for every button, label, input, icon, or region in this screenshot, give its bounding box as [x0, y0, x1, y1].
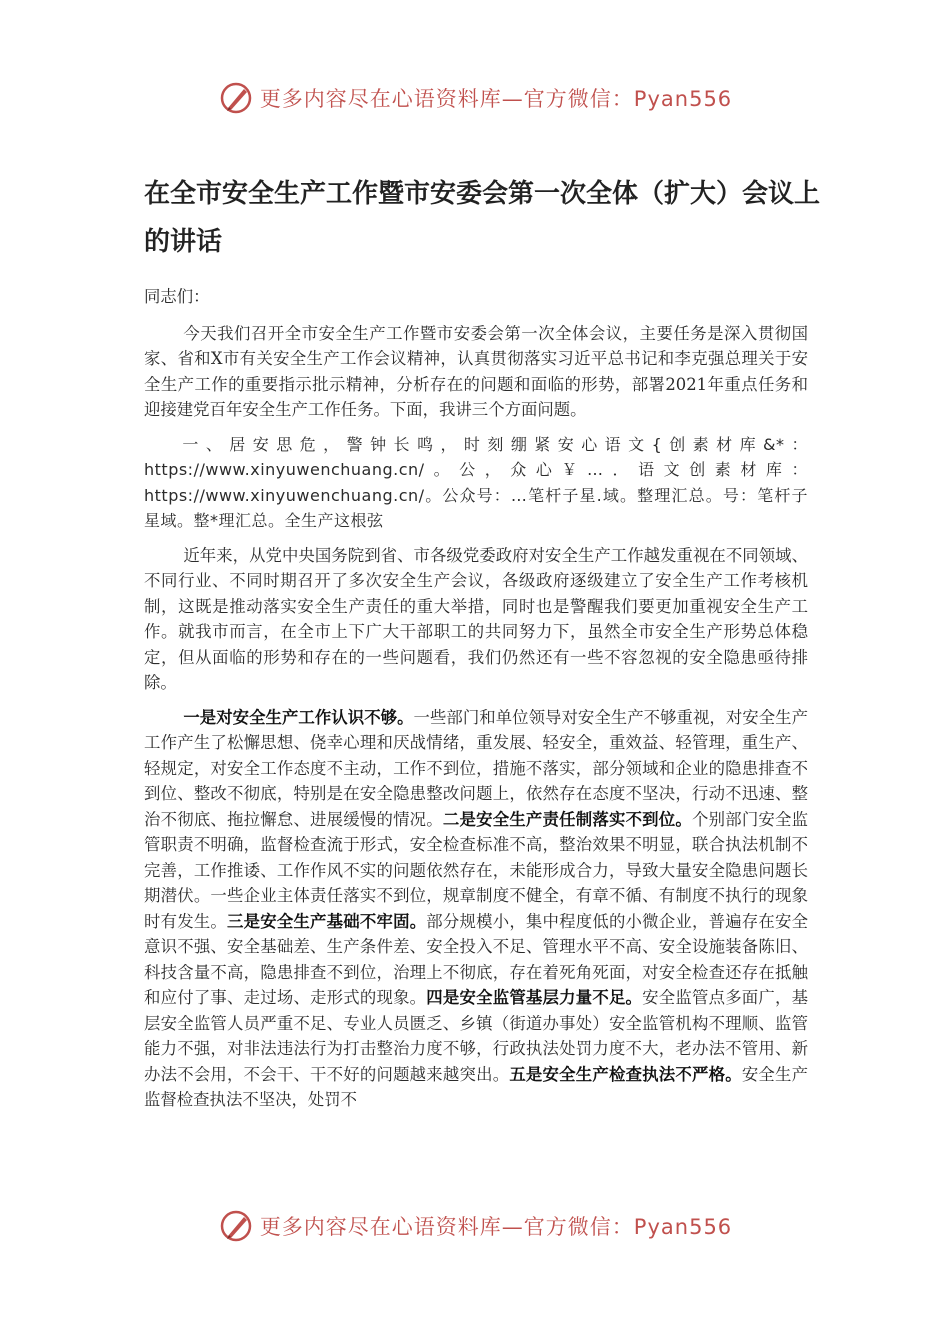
document-body	[144, 284, 808, 1122]
point-3-heading: 三是安全生产基础不牢固。	[227, 911, 427, 931]
salutation: 同志们：	[144, 287, 210, 306]
point-2-text: 个别部门安全监管职责不明确，监督检查流于形式，安全检查标准不高，整治效果不明显，联合执法机制不完善，工作推诿、工作作风不实的问题依然存在，未能形成合力，导致大量安全隐患问题长期潜伏。一些企业主体责任落实不到位，规章制度不健全，有章不循、有制度不执行的现象时有发生。	[144, 809, 809, 931]
paragraph-intro: 今天我们召开全市安全生产工作暨市安委会第一次全体会议，主要任务是深入贯彻国家、省和X市有关安全生产工作会议精神，认真贯彻落实习近平总书记和李克强总理关于安全生产工作的重要指示批示精神，分析存在的问题和面临的形势，部署2021年重点任务和迎接建党百年安全生产工作任务。下面，我讲三个方面问题。	[144, 323, 808, 419]
point-5-heading: 五是安全生产检查执法不严格。	[509, 1064, 742, 1084]
paragraph-background: 近年来，从党中央国务院到省、市各级党委政府对安全生产工作越发重视在不同领域、不同行业、不同时期召开了多次安全生产会议，各级政府逐级建立了安全生产工作考核机制，这既是推动落实安全生产责任的重大举措，同时也是警醒我们要更加重视安全生产工作。就我市而言，在全市上下广大干部职工的共同努力下，虽然全市安全生产形势总体稳定，但从面临的形势和存在的一些问题看，我们仍然还有一些不容忽视的安全隐患亟待排除。	[144, 545, 808, 692]
header-banner-text: 更多内容尽在心语资料库—官方微信：Pyan556	[259, 87, 733, 111]
point-3-text: 部分规模小，集中程度低的小微企业，普遍存在安全意识不强、安全基础差、生产条件差、安全投入不足、管理水平不高、安全设施装备陈旧、科技含量不高，隐患排查不到位，治理上不彻底，存在着死角死面，对安全检查还存在抵触和应付了事、走过场、走形式的现象。	[144, 911, 809, 1007]
pen-logo-icon	[218, 1208, 254, 1244]
point-1-text: 一些部门和单位领导对安全生产不够重视，对安全生产工作产生了松懈思想、侥幸心理和厌战情绪，重发展、轻安全，重效益、轻管理，重生产、轻规定，对安全工作态度不主动，工作不到位，措施不落实，部分领域和企业的隐患排查不到位、整改不彻底，特别是在安全隐患整改问题上，依然存在态度不坚决，行动不迅速、整治不彻底、拖拉懈怠、进展缓慢的情况。	[144, 707, 809, 829]
pen-logo-icon	[218, 80, 254, 116]
footer-banner-text: 更多内容尽在心语资料库—官方微信：Pyan556	[259, 1215, 733, 1239]
header-banner	[0, 80, 950, 124]
paragraph-problems	[144, 705, 808, 1113]
document-title: 在全市安全生产工作暨市安委会第一次全体（扩大）会议上的讲话	[144, 179, 821, 257]
point-4-text: 安全监管点多面广，基层安全监管人员严重不足、专业人员匮乏、乡镇（街道办事处）安全监管机构不理顺、监管能力不强，对非法违法行为打击整治力度不够，行政执法处罚力度不大，老办法不管用、新办法不会用，不会干、干不好的问题越来越突出。	[144, 988, 809, 1084]
point-5-text: 安全生产监督检查执法不坚决，处罚不	[144, 1064, 809, 1109]
point-2-heading: 二是安全生产责任制落实不到位。	[442, 809, 692, 829]
footer-banner	[0, 1208, 950, 1252]
paragraph-section-heading: 一、居安思危，警钟长鸣，时刻绷紧安心语文{创素材库&*：https://www.xinyuwenchuang.cn/。公，众心￥…．语文创素材库：https://www.xinyuwenchuang.cn/。公众号：…笔杆子星.域。整理汇总。号：笔杆子星域。整*理汇总。全生产这根弦	[144, 434, 808, 530]
point-4-heading: 四是安全监管基层力量不足。	[426, 988, 643, 1007]
point-1-heading: 一是对安全生产工作认识不够。	[183, 707, 414, 727]
